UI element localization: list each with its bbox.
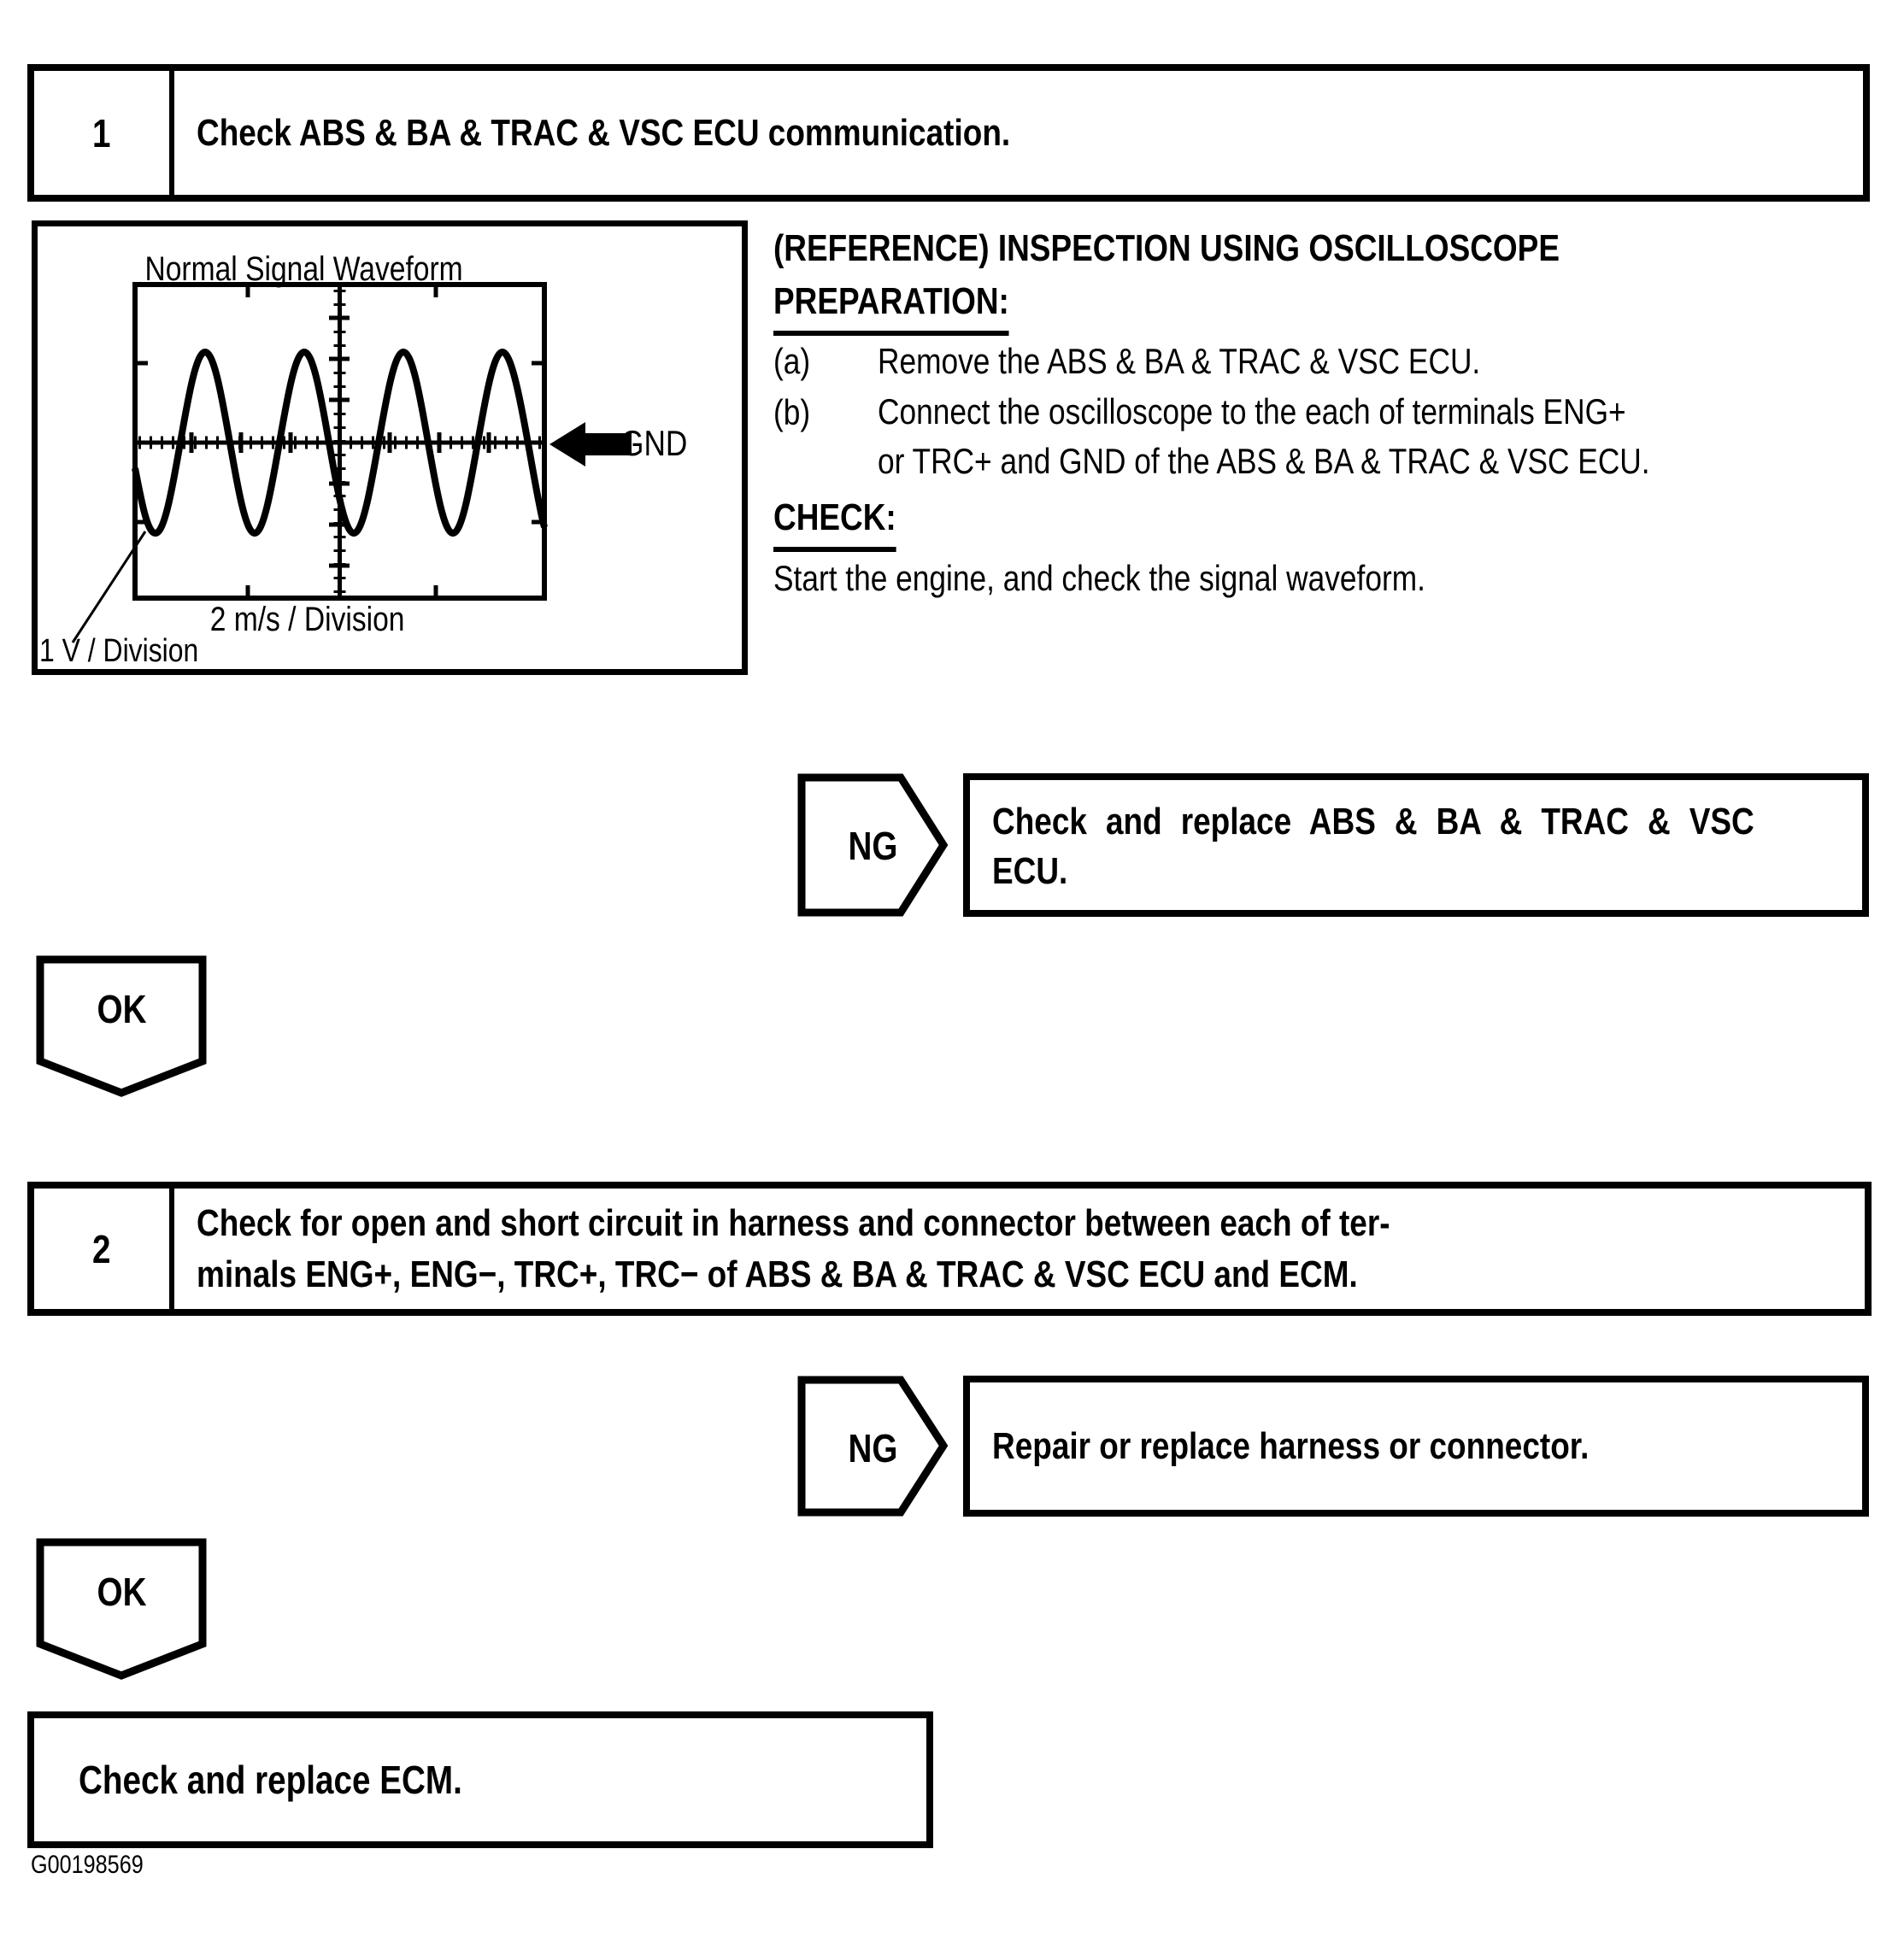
step-1-title: Check ABS & BA & TRAC & VSC ECU communication. [197,111,1011,154]
figure-title: Normal Signal Waveform [144,250,463,288]
gnd-arrow-icon [549,422,632,467]
reference-heading: (REFERENCE) INSPECTION USING OSCILLOSCOPE [773,227,1560,269]
ok-badge-2: OK [36,1538,207,1682]
check-instruction: Start the engine, and check the signal waveform. [773,558,1425,598]
ng-action-box-2: Repair or replace harness or connector. [963,1376,1869,1517]
step-2-title: Check for open and short circuit in harness and connector between each of ter- minals ENG+, ENG−, TRC+, TRC− of ABS & BA & TRAC & VSC ECU and ECM. [197,1201,1390,1295]
preparation-step-b: (b) Connect the oscilloscope to the each of terminals ENG+ or TRC+ and GND of the ABS & BA & TRAC & VSC ECU. [773,391,1650,481]
ng-action-1-line-2: ECU. [992,850,1068,892]
step-1-number: 1 [34,71,174,195]
ng-badge-2: NG [797,1376,949,1517]
step-2-box [27,1182,1872,1316]
ok-badge-1: OK [36,955,207,1099]
step-1-box [27,64,1870,202]
step-2-number: 2 [34,1189,174,1309]
voltage-scale-label: 1 V / Division [39,633,199,669]
ng-badge-1: NG [797,773,949,917]
ng-action-1-line-1: Check and replace ABS & BA & TRAC & VSC [992,801,1754,842]
ng-action-box-1 [963,773,1869,917]
waveform-figure [32,220,748,675]
reference-instructions [773,222,1893,605]
figure-id: G00198569 [31,1851,144,1879]
preparation-heading: PREPARATION: [773,275,1893,336]
time-scale-label: 2 m/s / Division [210,601,405,638]
check-heading: CHECK: [773,491,1893,552]
gnd-label: GND [620,423,688,463]
preparation-step-a: (a) Remove the ABS & BA & TRAC & VSC ECU. [773,341,1481,381]
result-box: Check and replace ECM. [27,1711,933,1848]
